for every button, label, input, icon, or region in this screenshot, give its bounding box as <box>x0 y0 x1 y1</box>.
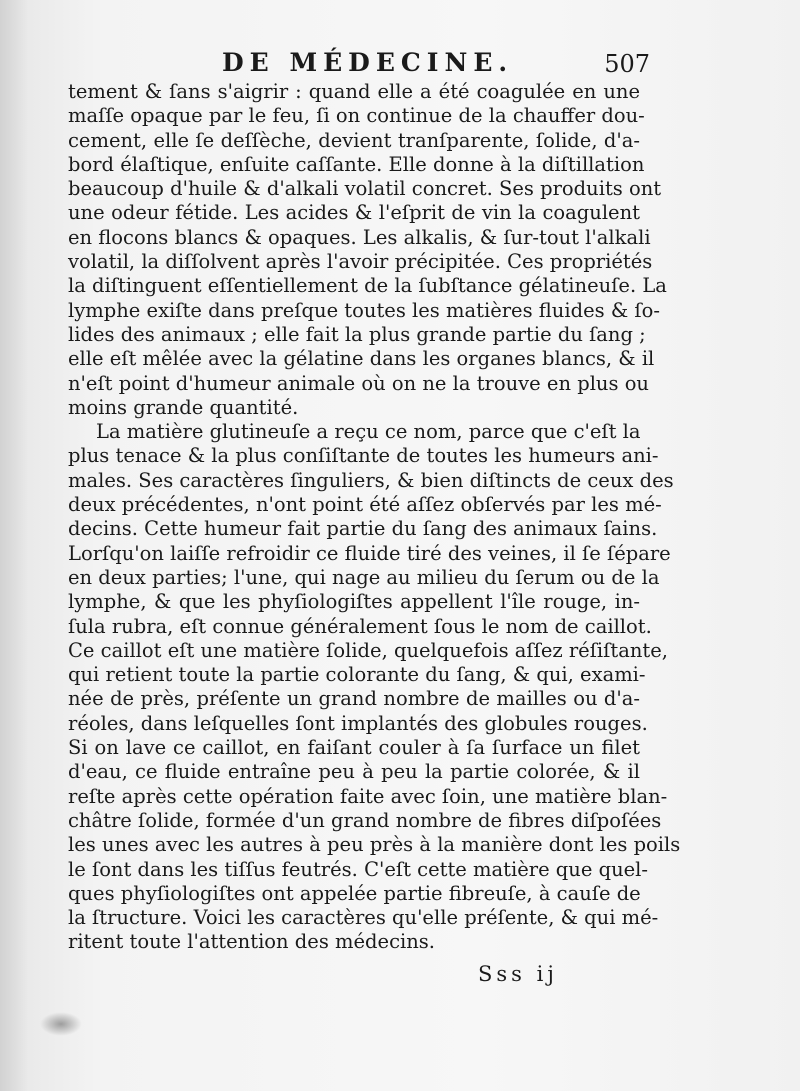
text-line: née de près, préſente un grand nombre de mailles ou d'a- <box>68 687 640 711</box>
text-line: une odeur fétide. Les acides & l'eſprit de vin la coagulent <box>68 201 640 225</box>
text-line: volatil, la diſſolvent après l'avoir précipitée. Ces propriétés <box>68 250 653 274</box>
text-line: bord élaſtique, enſuite caſſante. Elle donne à la diſtillation <box>68 152 645 176</box>
text-line: réoles, dans leſquelles ſont implantés des globules rouges. <box>68 711 648 735</box>
text-line: lides des animaux ; elle fait la plus grande partie du ſang ; <box>68 322 646 346</box>
text-line: la diſtinguent eſſentiellement de la ſubſtance gélatineuſe. La <box>68 274 667 298</box>
text-line: moins grande quantité. <box>68 395 299 419</box>
signature-mark: Sss ij <box>478 962 558 986</box>
text-line: en flocons blancs & opaques. Les alkalis, & ſur-tout l'alkali <box>68 225 651 249</box>
text-line: Si on lave ce caillot, en faiſant couler à ſa ſurface un filet <box>68 736 640 760</box>
text-line: la ſtructure. Voici les caractères qu'elle préſente, & qui mé- <box>68 906 659 930</box>
text-line: le ſont dans les tiſſus feutrés. C'eſt cette matière que quel- <box>68 857 648 881</box>
text-line: châtre ſolide, formée d'un grand nombre de fibres diſpoſées <box>68 808 662 832</box>
text-line: lymphe, & que les phyſiologiſtes appellent l'île rouge, in- <box>68 590 640 614</box>
text-line: elle eſt mêlée avec la gélatine dans les organes blancs, & il <box>68 347 655 371</box>
text-line: lymphe exiſte dans preſque toutes les matières fluides & ſo- <box>68 298 660 322</box>
text-line: males. Ses caractères ſinguliers, & bien diſtincts de ceux des <box>68 468 674 492</box>
text-line: tement & ſans s'aigrir : quand elle a été coagulée en une <box>68 80 640 103</box>
body-text <box>68 80 681 955</box>
running-title: DE MÉDECINE. <box>222 48 514 77</box>
text-line: decins. Cette humeur fait partie du ſang des animaux ſains. <box>68 517 658 541</box>
text-line: maſſe opaque par le feu, ſi on continue de la chauffer dou- <box>68 104 645 128</box>
ink-smudge <box>40 1012 82 1036</box>
text-line: qui retient toute la partie colorante du ſang, & qui, exami- <box>68 663 646 687</box>
text-line: Ce caillot eſt une matière ſolide, quelquefois aſſez réſiſtante, <box>68 638 668 662</box>
text-line: ritent toute l'attention des médecins. <box>68 930 436 954</box>
text-line: ſula rubra, eſt connue généralement ſous le nom de caillot. <box>68 614 652 638</box>
text-line: cement, elle ſe deſſèche, devient tranſparente, ſolide, d'a- <box>68 128 640 152</box>
text-line: plus tenace & la plus conſiſtante de toutes les humeurs ani- <box>68 444 659 468</box>
text-line: La matière glutineuſe a reçu ce nom, parce que c'eſt la <box>96 420 641 444</box>
text-line: ques phyſiologiſtes ont appelée partie fibreuſe, à cauſe de <box>68 881 641 905</box>
text-line: en deux parties; l'une, qui nage au milieu du ſerum ou de la <box>68 565 660 589</box>
text-line: n'eſt point d'humeur animale où on ne la trouve en plus ou <box>68 371 649 395</box>
running-head <box>222 48 650 84</box>
text-line: reſte après cette opération faite avec ſoin, une matière blan- <box>68 784 668 808</box>
page-number: 507 <box>604 50 650 78</box>
page-gutter-shadow <box>0 0 28 1091</box>
text-line: deux précédentes, n'ont point été aſſez obſervés par les mé- <box>68 493 662 517</box>
text-line: beaucoup d'huile & d'alkali volatil concret. Ses produits ont <box>68 177 662 201</box>
text-line: d'eau, ce fluide entraîne peu à peu la partie colorée, & il <box>68 760 640 784</box>
text-line: Lorſqu'on laiſſe refroidir ce fluide tiré des veines, il ſe ſépare <box>68 541 671 565</box>
text-line: les unes avec les autres à peu près à la manière dont les poils <box>68 833 681 857</box>
